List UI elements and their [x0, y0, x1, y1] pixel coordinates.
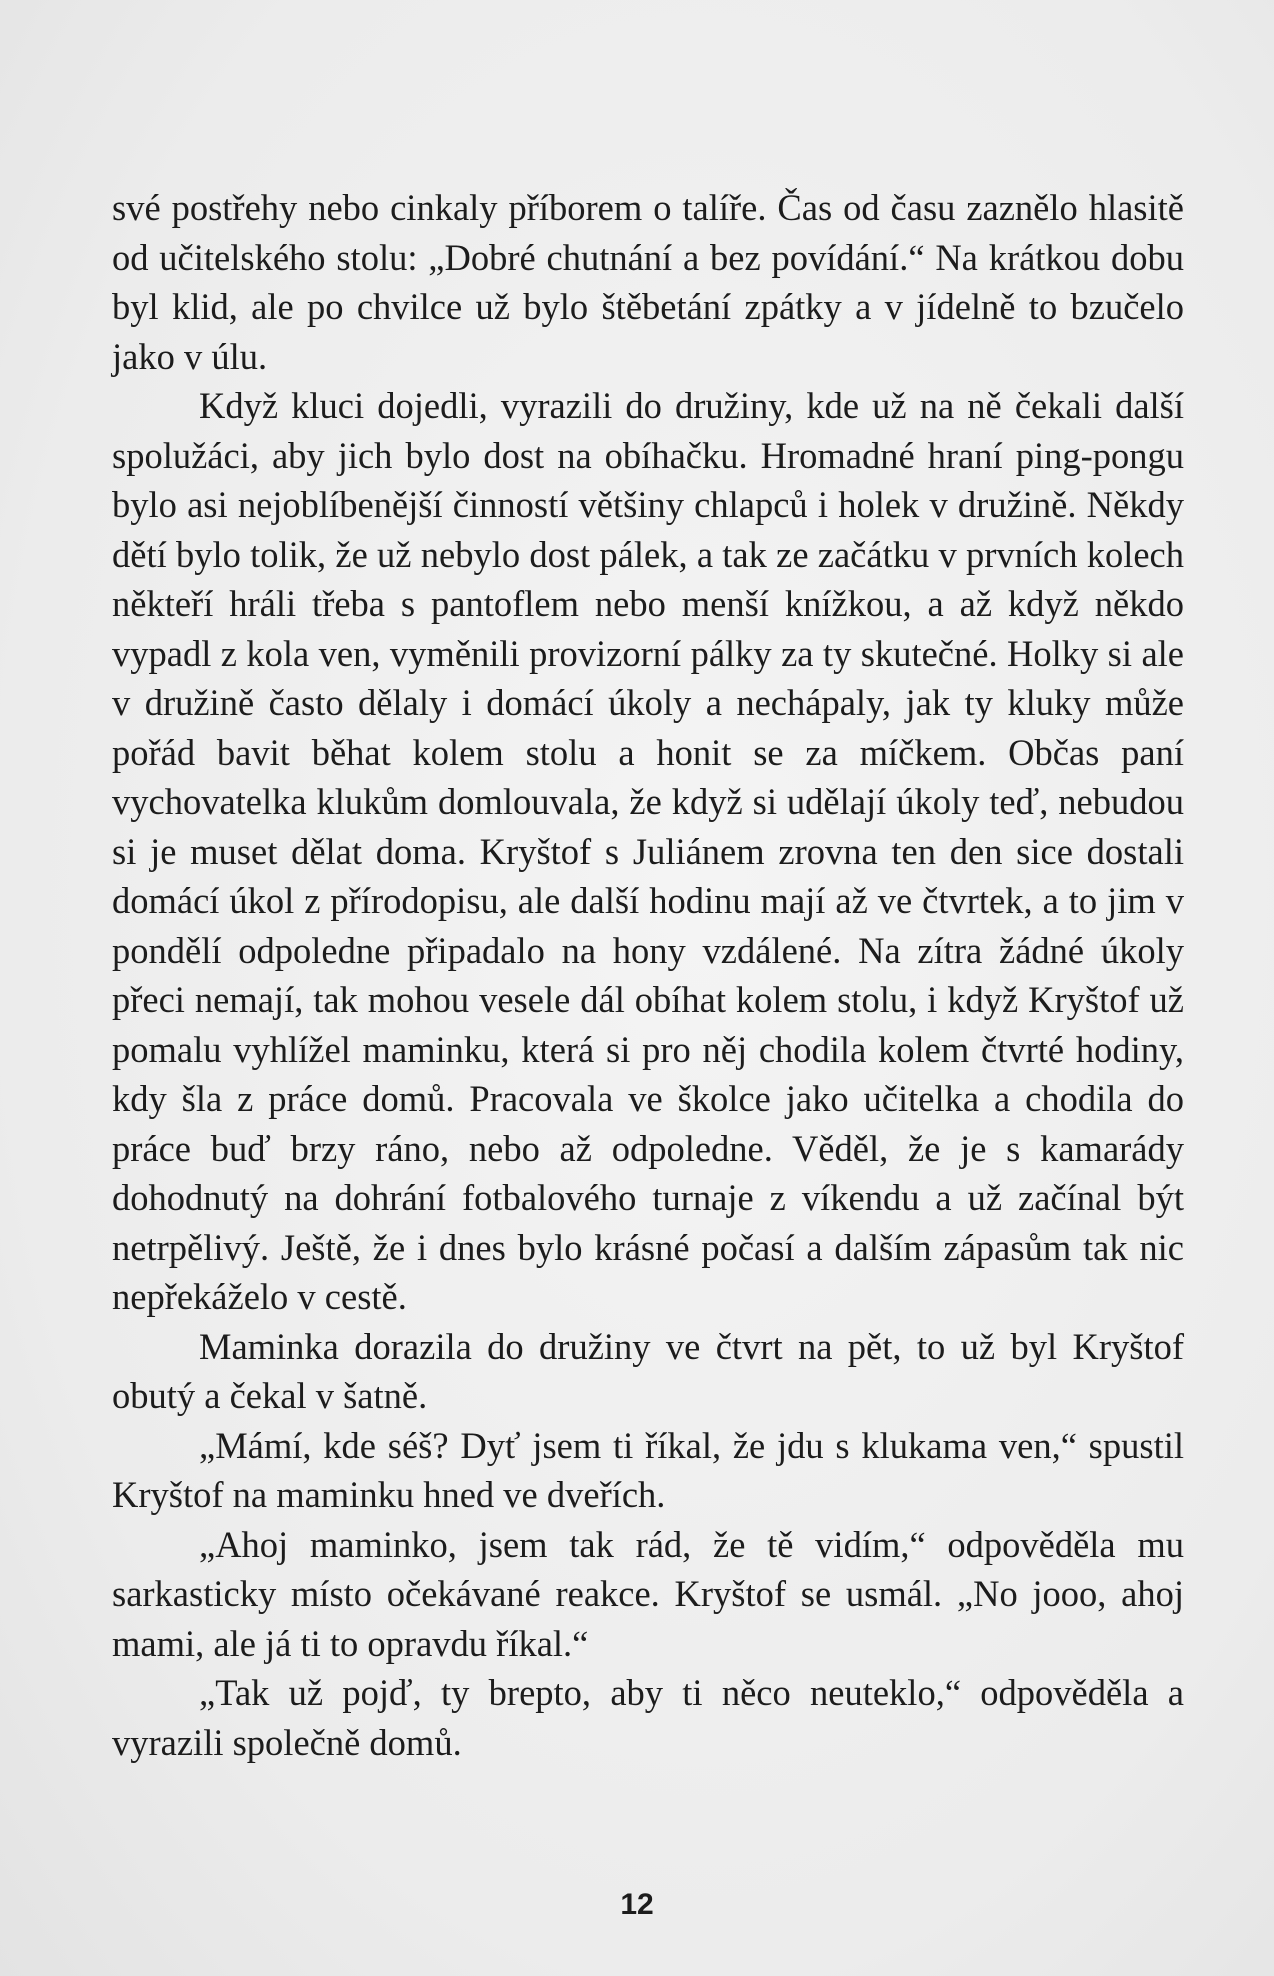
paragraph: „Mámí, kde séš? Dyť jsem ti říkal, že jdu s klukama ven,“ spustil Kryštof na maminku hned ve dveřích.	[112, 1424, 1184, 1515]
paragraph: Maminka dorazila do družiny ve čtvrt na pět, to už byl Kryštof obutý a čekal v šatně.	[112, 1325, 1184, 1416]
paragraph: své postřehy nebo cinkaly příborem o talíře. Čas od času zaznělo hlasitě od učitelského stolu: „Dobré chutnání a bez povídání.“ Na krátkou dobu byl klid, ale po chvilce už bylo štěbetání zpátky a v jídelně to bzučelo jako v úlu.	[112, 187, 1184, 377]
paragraph: „Tak už pojď, ty brepto, aby ti něco neuteklo,“ odpověděla a vyrazili společně domů.	[112, 1672, 1184, 1763]
paragraph: Když kluci dojedli, vyrazili do družiny, kde už na ně čekali další spolužáci, aby jich bylo dost na obíhačku. Hromadné hraní ping-pongu bylo asi nejoblíbenější činností většiny chlapců i holek v družině. Někdy dětí bylo tolik, že už nebylo dost pálek, a tak ze začátku v prvních kolech někteří hráli třeba s pantoflem nebo menší knížkou, a až když někdo vypadl z kola ven, vyměnili provizorní pálky za ty skutečné. Holky si ale v družině často dělaly i domácí úkoly a nechápaly, jak ty kluky může pořád bavit běhat kolem stolu a honit se za míčkem. Občas paní vychovatelka klukům domlouvala, že když si udělají úkoly teď, nebudou si je muset dělat doma. Kryštof s Juliánem zrovna ten den sice dostali domácí úkol z přírodopisu, ale další hodinu mají až ve čtvrtek, a to jim v pondělí odpoledne připadalo na hony vzdálené. Na zítra žádné úkoly přeci nemají, tak mohou vesele dál obíhat kolem stolu, i když Kryštof už pomalu vyhlížel maminku, která si pro něj chodila kolem čtvrté hodiny, kdy šla z práce domů. Pracovala ve školce jako učitelka a chodila do práce buď brzy ráno, nebo až odpoledne. Věděl, že je s kamarády dohodnutý na dohrání fotbalového turnaje z víkendu a už začínal být netrpělivý. Ještě, že i dnes bylo krásné počasí a dalším zápasům tak nic nepřekáželo v cestě.	[112, 385, 1184, 1317]
paragraph: „Ahoj maminko, jsem tak rád, že tě vidím,“ odpověděla mu sarkasticky místo očekávané reakce. Kryštof se usmál. „No jooo, ahoj mami, ale já ti to opravdu říkal.“	[112, 1523, 1184, 1664]
page-number: 12	[620, 1888, 654, 1921]
body-text	[112, 183, 1184, 1767]
